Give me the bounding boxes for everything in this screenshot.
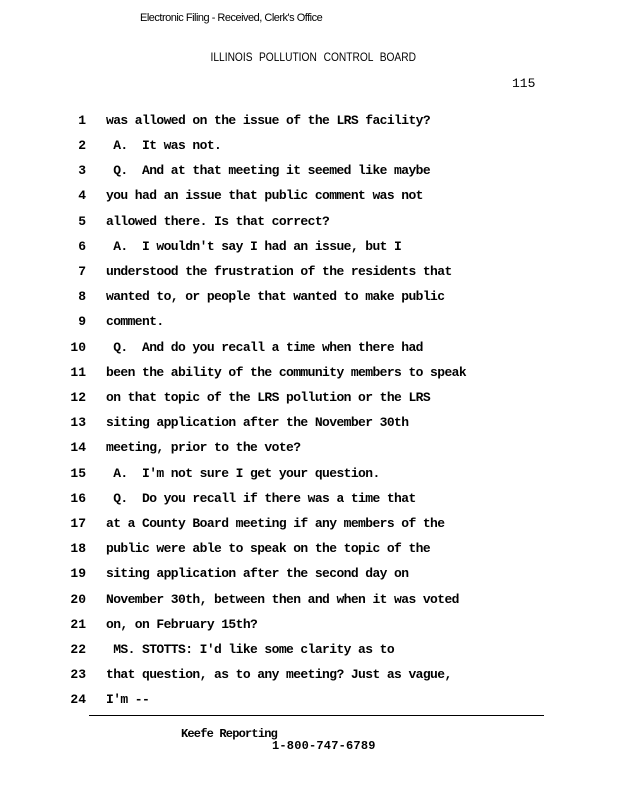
footer-divider: [89, 715, 544, 716]
transcript-line: [0, 415, 618, 435]
line-number: 6: [78, 239, 86, 254]
line-number: 14: [70, 440, 86, 455]
line-text: been the ability of the community members to speak: [106, 365, 467, 380]
line-number: 17: [70, 516, 86, 531]
line-text: was allowed on the issue of the LRS facility?: [106, 113, 431, 128]
line-number: 11: [70, 365, 86, 380]
header-word: BOARD: [379, 50, 416, 64]
line-number: 21: [70, 617, 86, 632]
line-text: on, on February 15th?: [106, 617, 258, 632]
line-number: 1: [78, 113, 86, 128]
transcript-line: [0, 541, 618, 561]
reporter-phone: 1-800-747-6789: [272, 739, 376, 753]
line-number: 8: [78, 289, 86, 304]
transcript-line: [0, 289, 618, 309]
line-text: wanted to, or people that wanted to make public: [106, 289, 445, 304]
line-text: A. It was not.: [106, 138, 222, 153]
transcript-line: [0, 214, 618, 234]
line-text: at a County Board meeting if any members of the: [106, 516, 445, 531]
transcript-line: [0, 390, 618, 410]
line-number: 16: [70, 491, 86, 506]
line-number: 9: [78, 314, 86, 329]
transcript-line: [0, 365, 618, 385]
line-number: 3: [78, 163, 86, 178]
transcript-line: [0, 239, 618, 259]
page-header: [47, 50, 572, 66]
line-text: public were able to speak on the topic of the: [106, 541, 431, 556]
line-text: Q. And do you recall a time when there had: [106, 340, 423, 355]
line-text: comment.: [106, 314, 164, 329]
line-text: A. I'm not sure I get your question.: [106, 466, 380, 481]
transcript-line: [0, 113, 618, 133]
line-number: 10: [70, 340, 86, 355]
filing-stamp: Electronic Filing - Received, Clerk's Office: [140, 12, 323, 24]
line-number: 12: [70, 390, 86, 405]
line-number: 2: [78, 138, 86, 153]
header-word: POLLUTION: [259, 50, 317, 64]
transcript-line: [0, 642, 618, 662]
line-text: Q. Do you recall if there was a time that: [106, 491, 416, 506]
page-number: 115: [512, 76, 536, 91]
line-text: allowed there. Is that correct?: [106, 214, 330, 229]
line-number: 4: [78, 188, 86, 203]
transcript-line: [0, 516, 618, 536]
transcript-line: [0, 440, 618, 460]
line-text: MS. STOTTS: I'd like some clarity as to: [106, 642, 395, 657]
line-text: I'm --: [106, 692, 150, 707]
line-text: you had an issue that public comment was not: [106, 188, 423, 203]
line-number: 5: [78, 214, 86, 229]
transcript-line: [0, 592, 618, 612]
line-number: 24: [70, 692, 86, 707]
transcript-line: [0, 340, 618, 360]
line-text: on that topic of the LRS pollution or the LRS: [106, 390, 431, 405]
line-number: 15: [70, 466, 86, 481]
transcript-line: [0, 667, 618, 687]
line-text: meeting, prior to the vote?: [106, 440, 301, 455]
line-text: A. I wouldn't say I had an issue, but I: [106, 239, 402, 254]
line-text: Q. And at that meeting it seemed like maybe: [106, 163, 431, 178]
line-text: November 30th, between then and when it was voted: [106, 592, 459, 607]
transcript-line: [0, 188, 618, 208]
line-number: 20: [70, 592, 86, 607]
line-number: 13: [70, 415, 86, 430]
line-number: 23: [70, 667, 86, 682]
line-number: 18: [70, 541, 86, 556]
transcript-line: [0, 314, 618, 334]
transcript-line: [0, 138, 618, 158]
header-word: ILLINOIS: [210, 50, 253, 64]
reporter-company: Keefe Reporting: [181, 727, 278, 741]
header-word: CONTROL: [323, 50, 374, 64]
line-number: 19: [70, 566, 86, 581]
line-text: understood the frustration of the residents that: [106, 264, 452, 279]
transcript-line: [0, 491, 618, 511]
line-text: that question, as to any meeting? Just as vague,: [106, 667, 452, 682]
transcript-line: [0, 264, 618, 284]
transcript-line: [0, 466, 618, 486]
transcript-line: [0, 692, 618, 712]
transcript-line: [0, 566, 618, 586]
line-number: 22: [70, 642, 86, 657]
transcript-line: [0, 163, 618, 183]
line-text: siting application after the second day on: [106, 566, 409, 581]
line-number: 7: [78, 264, 86, 279]
line-text: siting application after the November 30th: [106, 415, 409, 430]
transcript-line: [0, 617, 618, 637]
